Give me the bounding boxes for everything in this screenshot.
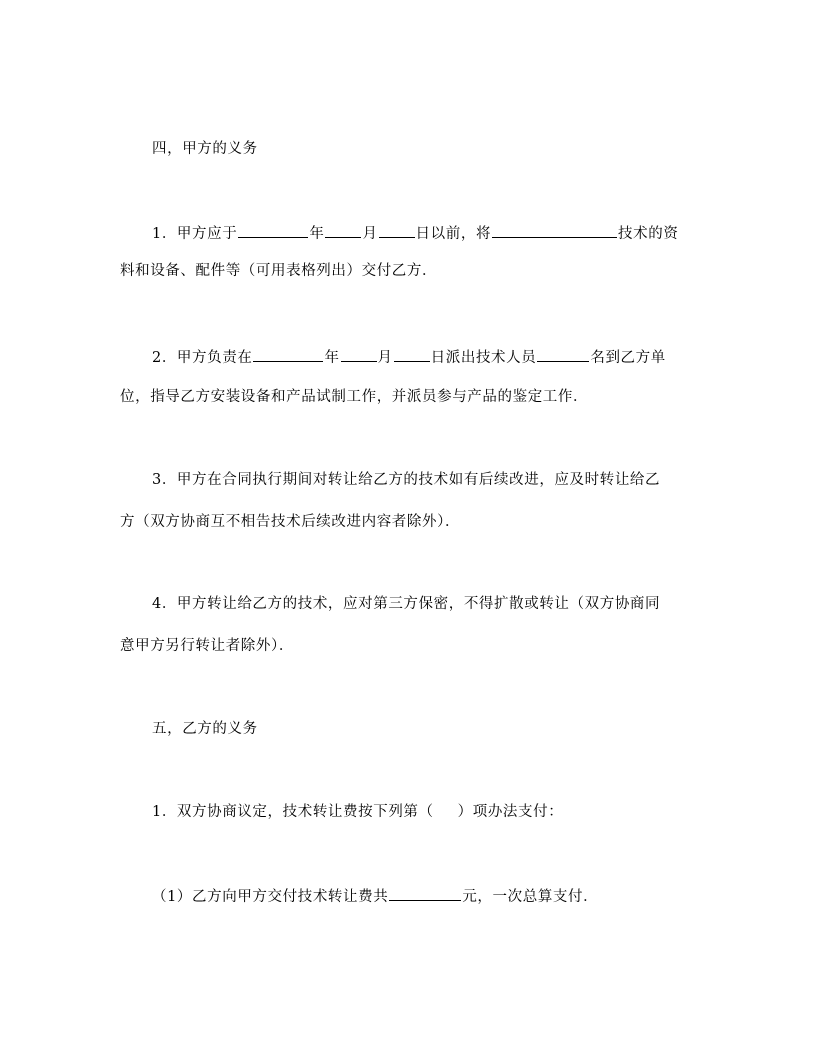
blank-fee-amount [389, 885, 461, 901]
text-fragment: 技术的资 [618, 226, 679, 242]
text-fragment: 名到乙方单 [590, 350, 666, 366]
text-fragment: 2．甲方负责在 [152, 350, 253, 366]
blank-day [379, 222, 415, 238]
text-fragment: 年 [309, 226, 325, 242]
section-4-item-2-line-2: 位，指导乙方安装设备和产品试制工作，并派员参与产品的鉴定工作． [120, 389, 589, 405]
section-4-item-4-line-2: 意甲方另行转让者除外）． [120, 638, 294, 654]
text-fragment: 1．甲方应于 [152, 226, 238, 242]
text-fragment: 日派出技术人员 [430, 350, 537, 366]
blank-technology [492, 222, 617, 238]
blank-year [253, 346, 323, 362]
text-fragment: 年 [324, 350, 340, 366]
text-fragment: 1．双方协商议定，技术转让费按下列第（ [152, 804, 434, 820]
section-4-item-2-line-1 [152, 346, 666, 368]
blank-month [325, 222, 361, 238]
section-4-heading: 四，甲方的义务 [152, 141, 258, 157]
section-5-sub-item-1 [152, 885, 598, 907]
blank-year [238, 222, 308, 238]
blank-month [341, 346, 377, 362]
section-4-item-1-line-1 [152, 222, 678, 244]
section-4-item-3-line-2: 方（双方协商互不相告技术后续改进内容者除外）． [120, 514, 461, 530]
text-fragment: 月 [377, 350, 393, 366]
text-fragment: 日以前，将 [415, 226, 492, 242]
blank-day [394, 346, 430, 362]
section-4-item-1-line-2: 料和设备、配件等（可用表格列出）交付乙方． [120, 263, 438, 279]
section-5-heading: 五，乙方的义务 [152, 721, 258, 737]
text-fragment: 元，一次总算支付． [462, 889, 599, 905]
section-5-item-1 [152, 802, 563, 822]
section-4-item-3-line-1: 3．甲方在合同执行期间对转让给乙方的技术如有后续改进，应及时转让给乙 [152, 472, 661, 488]
text-fragment: （1）乙方向甲方交付技术转让费共 [152, 889, 389, 905]
text-fragment: ）项办法支付： [457, 804, 564, 820]
section-4-item-4-line-1: 4．甲方转让给乙方的技术，应对第三方保密，不得扩散或转让（双方协商同 [152, 596, 661, 612]
blank-staff-count [537, 346, 589, 362]
text-fragment: 月 [362, 226, 378, 242]
